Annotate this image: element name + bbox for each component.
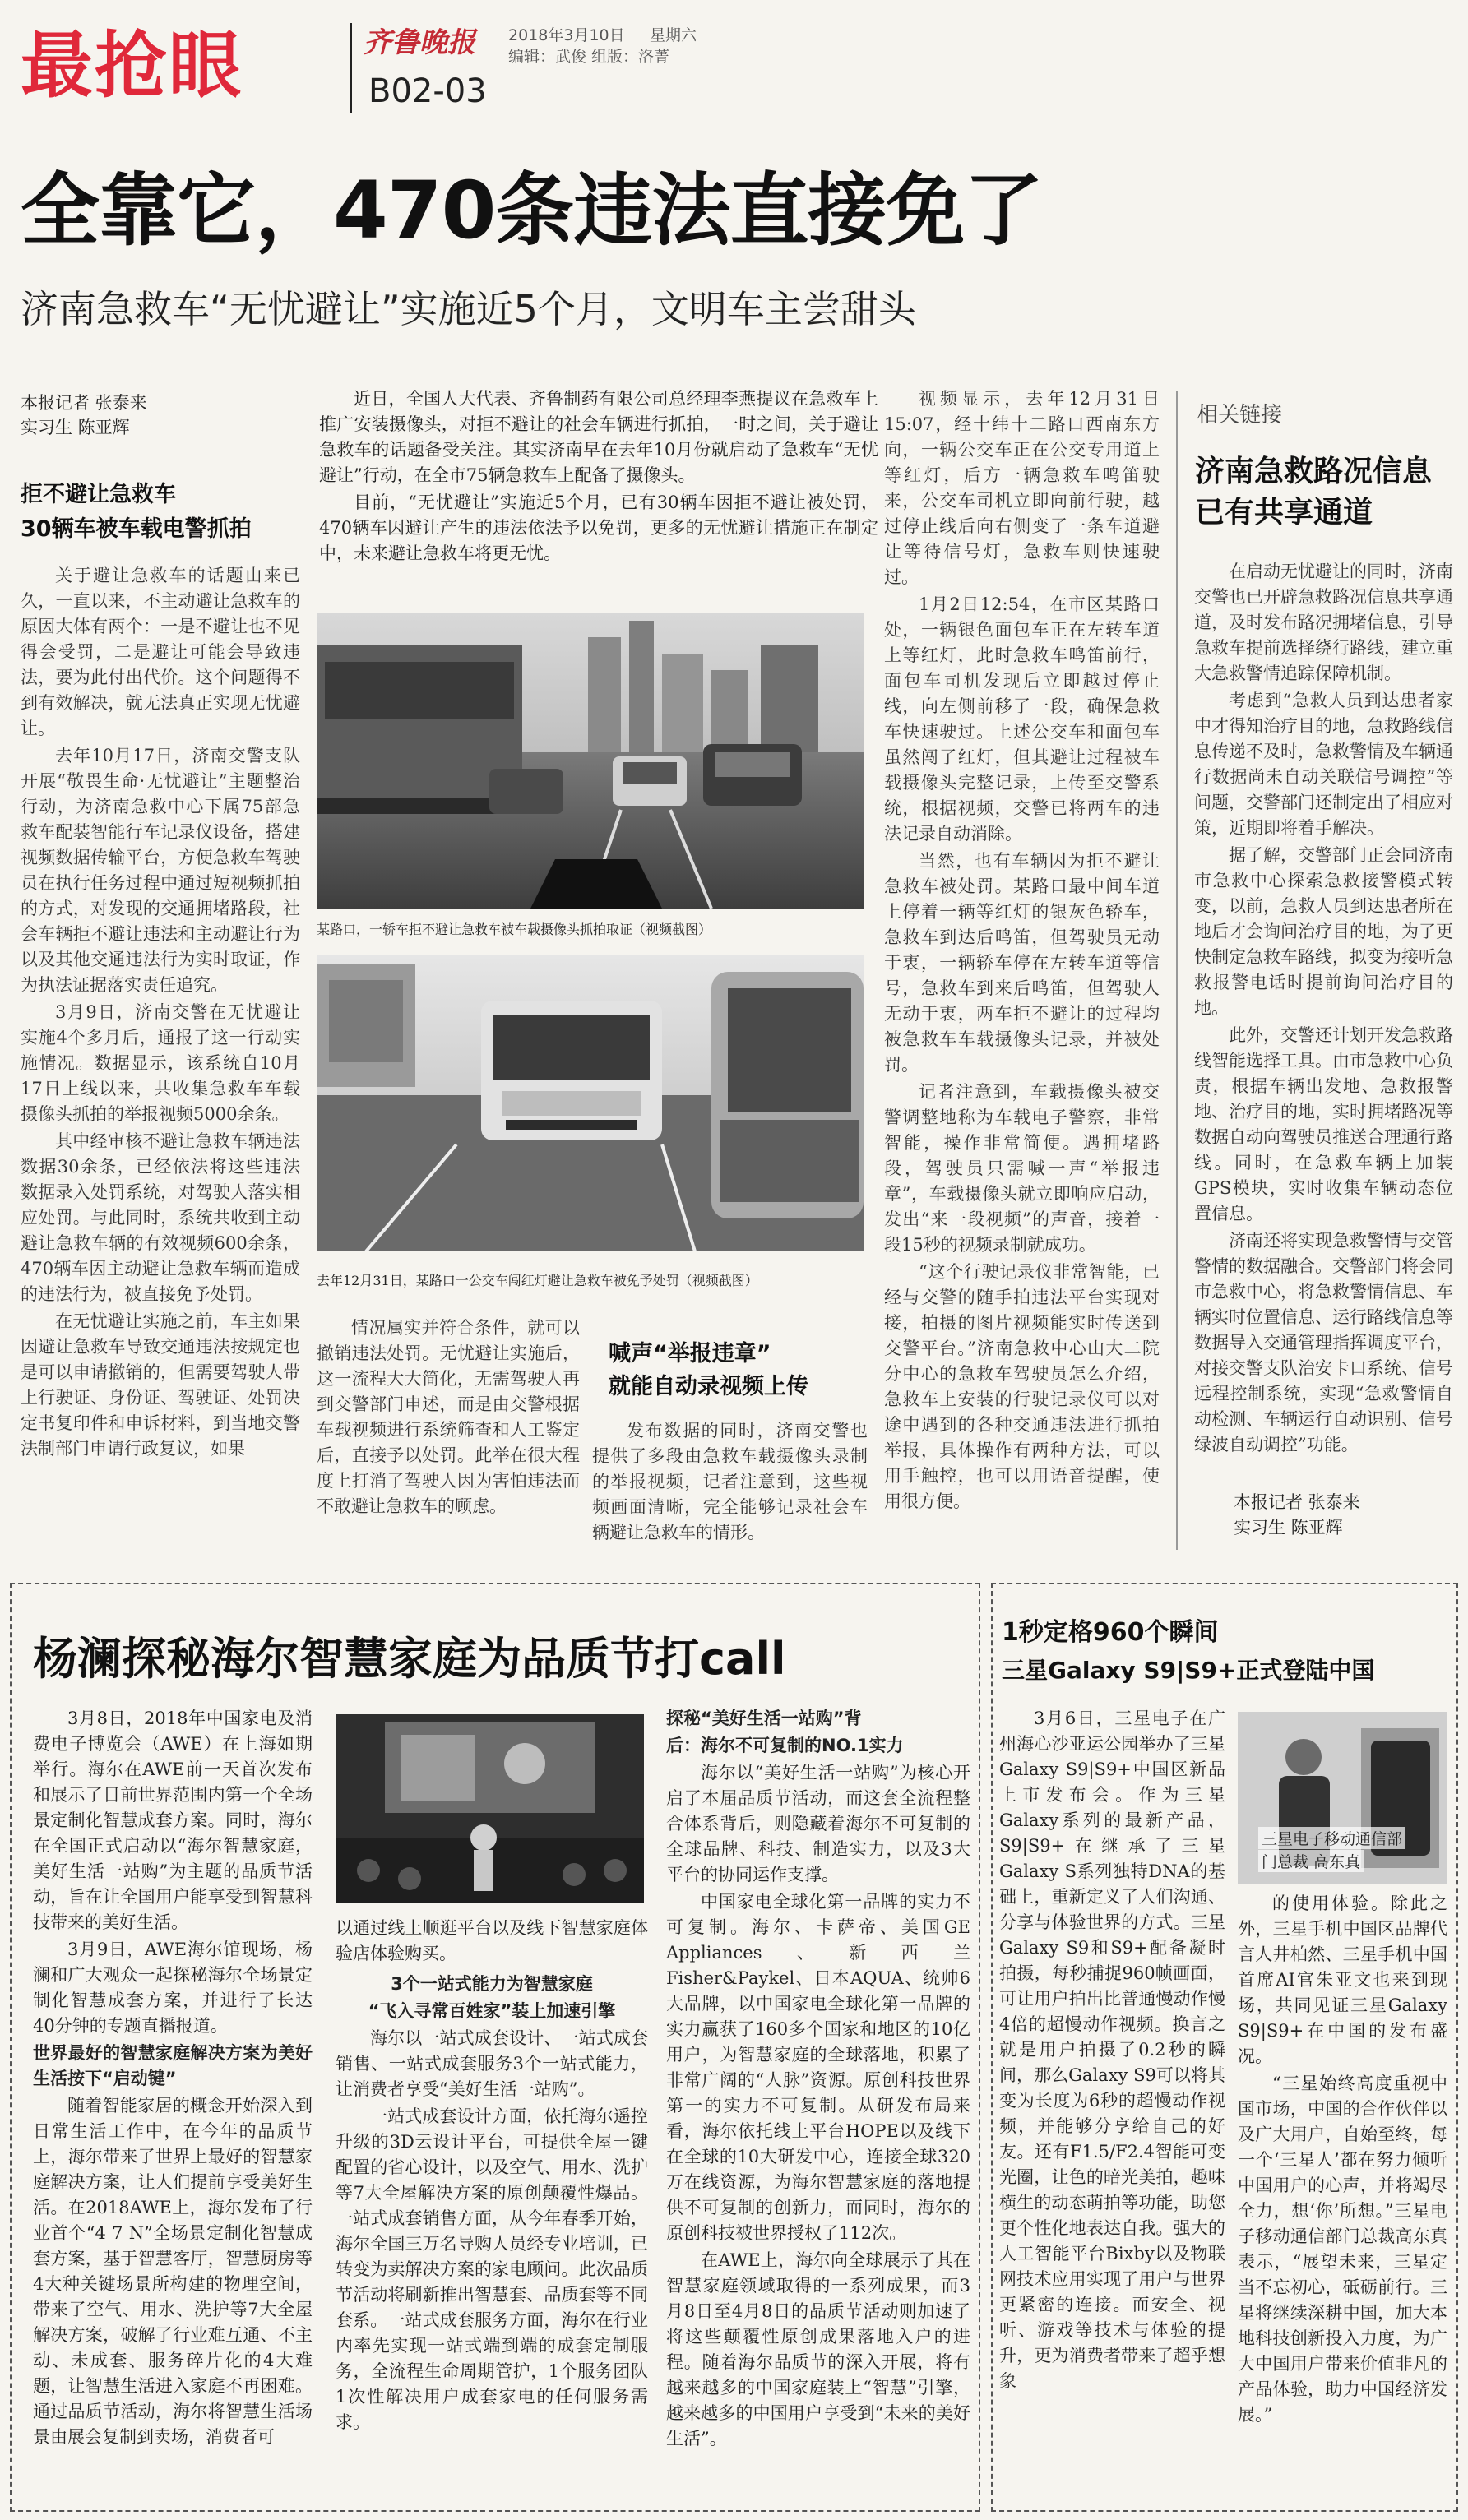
paragraph: 1月2日12:54，在市区某路口处，一辆银色面包车正在左转车道上等红灯，此时急救车鸣笛前行，面包车司机发现后立即越过停止线，向左侧前移了一段，确保急救车快速驶过。上述公交车和面包车虽然闯了红灯，但其避让过程被车载摄像头完整记录，上传至交警系统，根据视频，交警已将两车的违法记录自动消除。: [884, 594, 1160, 844]
sidebar-byline-reporter: 本报记者 张泰来: [1234, 1492, 1360, 1512]
sidebar-body: [1194, 559, 1453, 1488]
paragraph: 3月9日，AWE海尔馆现场，杨澜和广大观众一起探秘海尔全场景定制化智慧成套方案，并进行了长达40分钟的专题直播报道。: [33, 1940, 313, 2036]
editor-line: 编辑：武俊 组版：洛菁: [508, 48, 670, 66]
section-title: 最抢眼: [21, 23, 243, 108]
byline-reporter: 本报记者 张泰来: [21, 393, 147, 413]
paragraph: 其中经审核不避让急救车辆违法数据30余条，已经依法将这些违法数据录入处罚系统，对驾驶人落实相应处罚。与此同时，系统共收到主动避让急救车辆的有效视频600余条，470辆车因主动避让急救车辆而造成的违法行为，被直接免予处罚。: [21, 1131, 300, 1304]
road-scene-1-graphic: [317, 613, 864, 909]
sidebar-frame-left: [1176, 391, 1178, 1550]
sidebar-title-2: 已有共享通道: [1195, 496, 1373, 529]
paragraph: 3月8日，2018年中国家电及消费电子博览会（AWE）在上海如期举行。海尔在AWE前一天首次发布和展示了目前世界范围内第一个全场景定制化智慧成套方案。同时，海尔在全国正式启动以“海尔智慧家庭，美好生活一站购”为主题的品质节活动，旨在让全国用户能享受到智慧科技带来的美好生活。: [33, 1709, 313, 1932]
subhead-refuse-yield: 拒不避让急救车: [21, 482, 176, 507]
paragraph: 3月6日，三星电子在广州海心沙亚运公园举办了三星Galaxy S9|S9+中国区新品上市发布会。作为三星Galaxy系列的最新产品，S9|S9+在继承了三星Galaxy S系列独特DNA的基础上，重新定义了人们沟通、分享与体验世界的方式。三星Galaxy S9和S9+配备凝时拍摄，每秒捕捉960帧画面，可让用户拍出比普通慢动作慢4倍的超慢动作视频。换言之就是用户拍摄了0.2秒的瞬间，那么Galaxy S9可以将其变为长度为6秒的超慢动作视频，并能够分享给自己的好友。还有F1.5/F2.4智能可变光圈，让色的暗光美拍，趣味横生的动态萌拍等功能，助您更个性化地表达自我。强大的人工智能平台Bixby以及物联网技术应用实现了用户与世界更紧密的连接。而安全、视听、游戏等技术与体验的提升，更为消费者带来了超乎想象: [999, 1709, 1225, 2391]
photo-suv-not-yielding: [317, 613, 864, 909]
issue-weekday: 星期六: [650, 26, 697, 44]
paragraph: 发布数据的同时，济南交警也提供了多段由急救车载摄像头录制的举报视频，记者注意到，这些视频画面清晰，完全能够记录社会车辆避让急救车的情形。: [592, 1421, 868, 1542]
paragraph: “这个行驶记录仪非常智能，已经与交警的随手拍违法平台实现对接，拍摄的图片视频能实时传送到交警平台。”济南急救中心山大二院分中心的急救车驾驶员怎么介绍，急救车上安装的行驶记录仪可以对途中遇到的各种交通违法进行抓拍举报，具体操作有两种方法，可以用手触控，也可以用语音提醒，使用很方便。: [884, 1262, 1160, 1511]
haier-headline: 杨澜探秘海尔智慧家庭为品质节打call: [33, 1633, 786, 1685]
subhead-refuse-yield-2: 30辆车被车载电警抓拍: [21, 516, 252, 542]
masthead-divider: [350, 23, 352, 113]
subhead-report-voice: 喊声“举报违章”: [609, 1341, 771, 1366]
paragraph: 在启动无忧避让的同时，济南交警也已开辟急救路况信息共享通道，及时发布路况拥堵信息，引导急救车提前选择绕行路线，建立重大急救警情追踪保障机制。: [1194, 562, 1453, 683]
paragraph: 据了解，交警部门正会同济南市急救中心探索急救接警模式转变，以前，急救人员到达患者所在地后才会询问治疗目的地，为了更快制定急救车路线，拟变为接听急救报警电话时提前询问治疗目的地。: [1194, 845, 1453, 1018]
samsung-headline-2: 三星Galaxy S9|S9+正式登陆中国: [1002, 1657, 1375, 1684]
paragraph: 当然，也有车辆因为拒不避让急救车被处罚。某路口最中间车道上停着一辆等红灯的银灰色轿车，急救车到达后鸣笛，但驾驶员无动于衷，一辆轿车停在左转车道等信号，急救车到来后鸣笛，但驾驶人无动于衷，两车拒不避让的过程均被急救车车载摄像头记录，并被处罚。: [884, 851, 1160, 1075]
photo-bus-yielding: [317, 955, 864, 1251]
paragraph: 一站式成套设计方面，依托海尔遥控升级的3D云设计平台，可提供全屋一键配置的省心设计，以及空气、用水、洗护等7大全屋解决方案的原创颠覆性爆品。一站式成套销售方面，从今年春季开始，海尔全国三万名导购人员经专业培训，已转变为卖解决方案的家电顾问。此次品质节活动将刷新推出智慧套、品质套等不同套系。一站式成套服务方面，海尔在行业内率先实现一站式端到端的成套定制服务，全流程生命周期管护，1个服务团队1次性解决用户成套家电的任何服务需求。: [336, 2106, 648, 2432]
paragraph: 情况属实并符合条件，就可以撤销违法处罚。无忧避让实施后，这一流程大大简化，无需驾驶人再到交警部门申述，而是由交警根据车载视频进行系统筛查和人工鉴定后，直接予以处罚。此举在很大程度上打消了驾驶人因为害怕违法而不敢避让急救车的顾虑。: [317, 1318, 580, 1516]
haier-subhead-2b: “飞入寻常百姓家”装上加速引擎: [368, 2001, 616, 2021]
haier-col-2: [336, 1916, 648, 2504]
paragraph: 随着智能家居的概念开始深入到日常生活工作中，在今年的品质节上，海尔带来了世界上最好的智慧家庭解决方案，让人们提前享受美好生活。在2018AWE上，海尔发布了行业首个“4 7 N”全场景定制化智慧成套方案，基于智慧客厅，智慧厨房等4大种关键场景所构建的物理空间，带来了空气、用水、洗护等7大全屋解决方案，破解了行业难互通、不主动、未成套、服务碎片化的4大难题，让智慧生活进入家庭不再困难。通过品质节活动，海尔将智慧生活场景由展会复制到卖场，消费者可: [33, 2096, 313, 2447]
samsung-col-2: [1238, 1891, 1447, 2504]
paragraph: 海尔以一站式成套设计、一站式成套销售、一站式成套服务3个一站式能力，让消费者享受“美好生活一站购”。: [336, 2028, 648, 2099]
photo-1-caption: 某路口，一轿车拒不避让急救车被车载摄像头抓拍取证（视频截图）: [317, 922, 712, 937]
main-subheadline: 济南急救车“无忧避让”实施近5个月，文明车主尝甜头: [21, 287, 916, 331]
paragraph: 关于避让急救车的话题由来已久，一直以来，不主动避让急救车的原因大体有两个：一是不避让也不见得会受罚，二是避让可能会导致违法，要为此付出代价。这个问题得不到有效解决，就无法真正实现无忧避让。: [21, 566, 300, 738]
main-col-4: [884, 386, 1160, 1546]
paper-name: 齐鲁晚报: [364, 26, 475, 59]
haier-stage-graphic: [336, 1714, 644, 1903]
samsung-photo-caption-2: 门总裁 高东真: [1258, 1850, 1364, 1872]
paragraph: 中国家电全球化第一品牌的实力不可复制。海尔、卡萨帝、美国GE Appliances、新西兰Fisher&Paykel、日本AQUA、统帅6大品牌，以中国家电全球化第一品牌的实力赢获了160多个国家和地区的10亿用户，为智慧家庭的全球落地，积累了非常广阔的“人脉”资源。原创科技世界第一的实力不可复制。从研发布局来看，海尔依托线上平台HOPE以及线下在全球的10大研发中心，连接全球320万在线资源，为海尔智慧家庭的落地提供不可复制的创新力，而同时，海尔的原创科技被世界授权了112次。: [666, 1892, 970, 2243]
haier-subhead-3a: 探秘“美好生活一站购”背: [666, 1709, 862, 1728]
haier-subhead-3b: 后：海尔不可复制的NO.1实力: [666, 1736, 904, 1755]
page-code: B02-03: [368, 72, 487, 110]
main-col-1: [21, 563, 300, 1542]
lead-paragraph: 目前，“无忧避让”实施近5个月，已有30辆车因拒不避让被处罚，470辆车因避让产生的违法依法予以免罚，更多的无忧避让措施正在制定中，未来避让急救车将更无忧。: [319, 492, 878, 563]
road-scene-2-graphic: [317, 955, 864, 1251]
paragraph: 此外，交警还计划开发急救路线智能选择工具。由市急救中心负责，根据车辆出发地、急救报警地、治疗目的地，实时拥堵路况等数据自动向驾驶员推送合理通行路线。同时，在急救车辆上加装GPS模块，实时收集车辆动态位置信息。: [1194, 1025, 1453, 1223]
haier-subhead-2a: 3个一站式能力为智慧家庭: [391, 1974, 593, 1994]
haier-col-3: [666, 1706, 970, 2504]
haier-subhead-1: 世界最好的智慧家庭解决方案为美好生活按下“启动键”: [33, 2043, 313, 2088]
haier-col-1: [33, 1706, 313, 2504]
sidebar-title-1: 济南急救路况信息: [1195, 455, 1433, 488]
paragraph: 的使用体验。除此之外，三星手机中国区品牌代言人井柏然、三星手机中国首席AI官朱亚文也来到现场，共同见证三星Galaxy S9|S9+在中国的发布盛况。: [1238, 1893, 1447, 2066]
lead-paragraph: 近日，全国人大代表、齐鲁制药有限公司总经理李燕提议在急救车上推广安装摄像头，对拒不避让的社会车辆进行抓拍，一时之间，关于避让急救车的话题备受关注。其实济南早在去年10月份就启动了急救车“无忧避让”行动，在全市75辆急救车上配备了摄像头。: [319, 389, 878, 485]
subhead-report-voice-2: 就能自动录视频上传: [609, 1374, 808, 1399]
issue-date: 2018年3月10日: [508, 26, 625, 44]
main-col-2: [317, 1315, 580, 1546]
paragraph: “三星始终高度重视中国市场，中国的合作伙伴以及广大用户，自始至终，每一个‘三星人’都在努力倾听中国用户的心声，并将竭尽全力，想‘你’所想。”三星电子移动通信部门总裁高东真表示，“展望未来，三星定当不忘初心，砥砺前行。三星将继续深耕中国，加大本地科技创新投入力度，为广大中国用户带来价值非凡的产品体验，助力中国经济发展。”: [1238, 2074, 1447, 2425]
paragraph: 在AWE上，海尔向全球展示了其在智慧家庭领域取得的一系列成果，而3月8日至4月8日的品质节活动则加速了将这些颠覆性原创成果落地入户的进程。随着海尔品质节的深入开展，将有越来越多的中国家庭装上“智慧”引擎，越来越多的中国用户享受到“未来的美好生活”。: [666, 2250, 970, 2448]
sidebar-byline-intern: 实习生 陈亚辉: [1234, 1518, 1343, 1537]
samsung-photo-caption-1: 三星电子移动通信部: [1258, 1827, 1405, 1849]
paragraph: 海尔以“美好生活一站购”为核心开启了本届品质节活动，而这套全流程整合体系背后，则隐藏着海尔不可复制的全球品牌、科技、制造实力，以及3大平台的协同运作支撑。: [666, 1763, 970, 1884]
photo-2-caption: 去年12月31日，某路口一公交车闯红灯避让急救车被免予处罚（视频截图）: [317, 1273, 758, 1288]
paragraph: 在无忧避让实施之前，车主如果因避让急救车导致交通违法按规定也是可以申请撤销的，但需要驾驶人带上行驶证、身份证、驾驶证、处罚决定书复印件和申诉材料，到当地交警法制部门申请行政复议，如果: [21, 1311, 300, 1459]
main-headline: 全靠它，470条违法直接免了: [21, 164, 1043, 257]
samsung-headline-1: 1秒定格960个瞬间: [1002, 1618, 1219, 1647]
sidebar-label: 相关链接: [1197, 403, 1283, 428]
photo-haier-stage: [336, 1714, 644, 1903]
paragraph: 济南还将实现急救警情与交管警情的数据融合。交警部门将会同市急救中心，将急救警情信息、车辆实时位置信息、运行路线信息等数据导入交通管理指挥调度平台，对接交警支队治安卡口系统、信号远程控制系统，实现“急救警情自动检测、车辆运行自动识别、信号绿波自动调控”功能。: [1194, 1231, 1453, 1454]
samsung-col-1: [999, 1706, 1225, 2504]
main-lead: [319, 386, 878, 576]
main-col-3: [592, 1418, 868, 1546]
paragraph: 以通过线上顺逛平台以及线下智慧家庭体验店体验购买。: [336, 1918, 648, 1963]
paragraph: 记者注意到，车载摄像头被交警调整地称为车载电子警察，非常智能，操作非常简便。遇拥堵路段，驾驶员只需喊一声“举报违章”，车载摄像头就立即响应启动，发出“来一段视频”的声音，接着一段15秒的视频录制就成功。: [884, 1082, 1160, 1255]
paragraph: 3月9日，济南交警在无忧避让实施4个多月后，通报了这一行动实施情况。数据显示，该系统自10月17日上线以来，共收集急救车车载摄像头抓拍的举报视频5000余条。: [21, 1002, 300, 1124]
byline-intern: 实习生 陈亚辉: [21, 418, 130, 437]
paragraph: 去年10月17日，济南交警支队开展“敬畏生命·无忧避让”主题整治行动，为济南急救中心下属75部急救车配装智能行车记录仪设备，搭建视频数据传输平台，方便急救车驾驶员在执行任务过程中通过短视频抓拍的方式，对发现的交通拥堵路段，社会车辆拒不避让违法和主动避让行为以及其他交通违法行为实时取证，作为执法证据落实责任追究。: [21, 746, 300, 995]
paragraph: 视频显示，去年12月31日15:07，经十纬十二路口西南东方向，一辆公交车正在公交专用道上等红灯，后方一辆急救车鸣笛驶来，公交车司机立即向前行驶，越过停止线后向右侧变了一条车道避让等待信号灯，急救车则快速驶过。: [884, 389, 1160, 587]
paragraph: 考虑到“急救人员到达患者家中才得知治疗目的地，急救路线信息传递不及时，急救警情及车辆通行数据尚未自动关联信号调控”等问题，交警部门还制定出了相应对策，近期即将着手解决。: [1194, 691, 1453, 838]
